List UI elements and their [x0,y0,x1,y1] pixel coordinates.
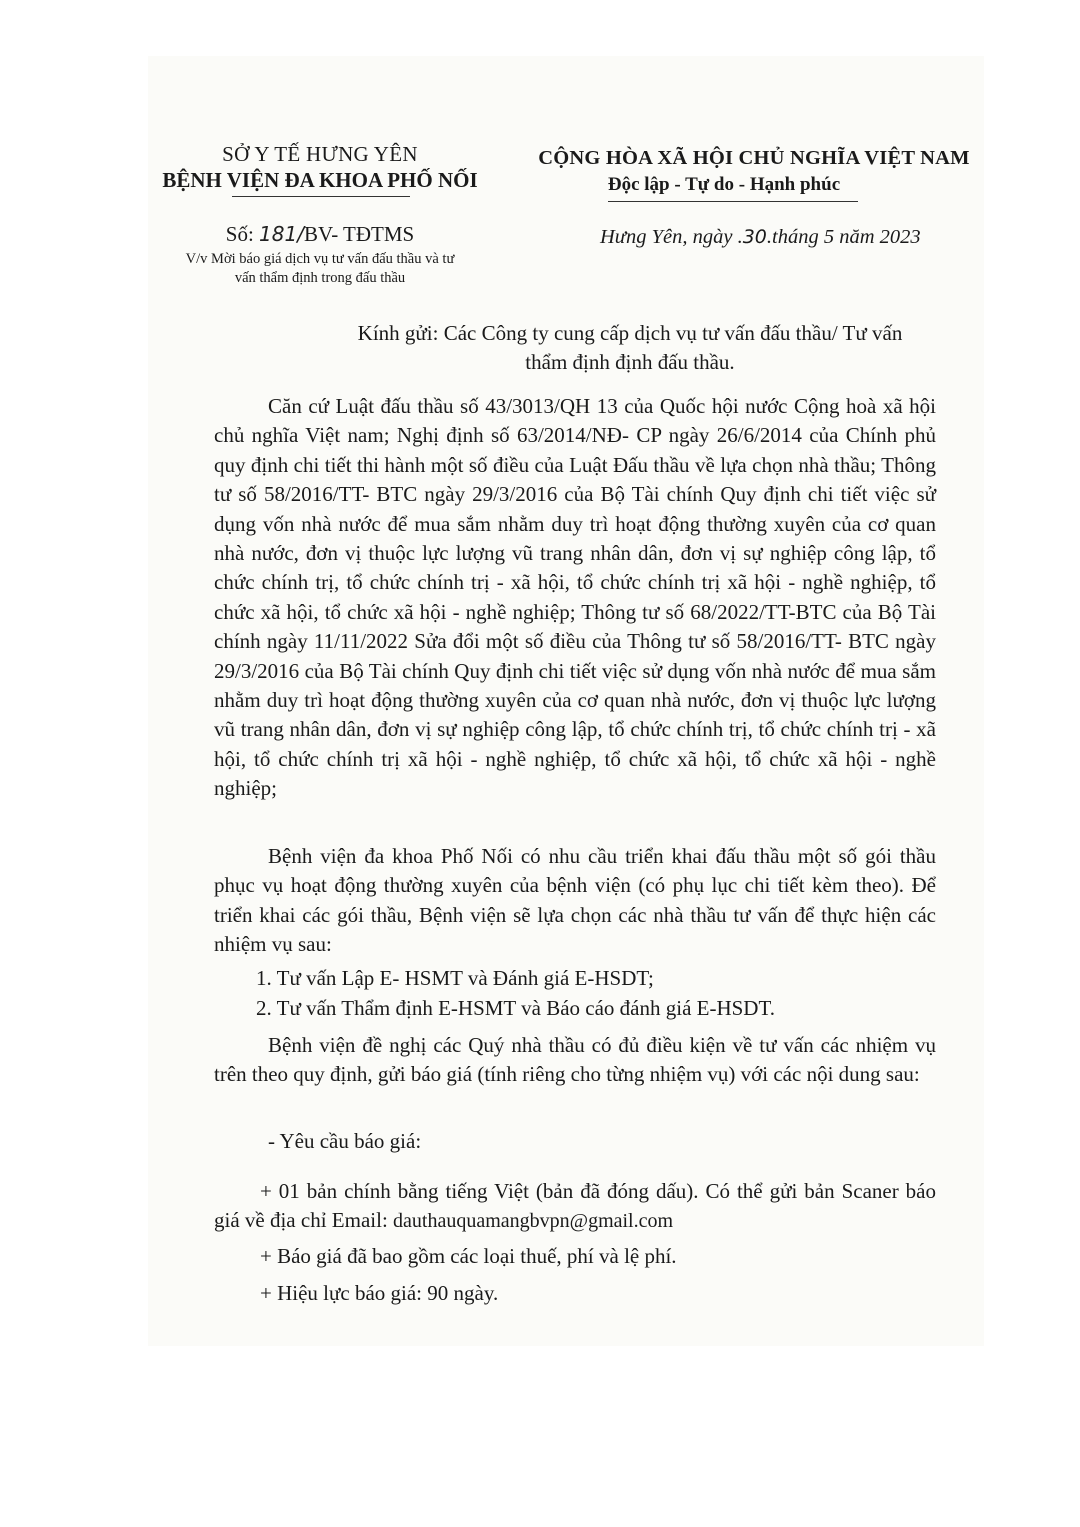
requirement-validity: + Hiệu lực báo giá: 90 ngày. [260,1281,499,1305]
document-number-suffix: BV- TĐTMS [303,222,415,246]
date-prefix: Hưng Yên, ngày . [600,226,743,248]
requirement-taxes: + Báo giá đã bao gồm các loại thuế, phí và lệ phí. [260,1244,677,1268]
organization-name: BỆNH VIỆN ĐA KHOA PHỐ NỐI [162,168,478,192]
date-day-handwritten: 30 [742,226,767,248]
task-item-1: 1. Tư vấn Lập E- HSMT và Đánh giá E-HSDT; [256,966,654,990]
recipient-line-2: thẩm định định đấu thầu. [525,350,735,374]
requirement-original-copy [214,1177,936,1237]
recipient-block [300,319,960,377]
motto-underline [608,201,858,202]
parent-organization: SỞ Y TẾ HƯNG YÊN [222,142,418,166]
subject-line-1: V/v Mời báo giá dịch vụ tư vấn đấu thầu và tư [185,251,455,267]
requirement-original-copy-text: + 01 bản chính bằng tiếng Việt (bản đã đóng dấu). Có thể gửi bản Scaner báo giá về địa chỉ Email: [214,1179,936,1233]
subject-line-2: vấn thẩm định trong đấu thầu [234,270,406,286]
date-suffix: .tháng 5 năm 2023 [766,226,921,248]
organization-underline [232,196,410,197]
legal-basis-paragraph: Căn cứ Luật đấu thầu số 43/3013/QH 13 của Quốc hội nước Cộng hoà xã hội chủ nghĩa Việt nam; Nghị định số 63/2014/NĐ- CP ngày 26/6/2014 của Chính phủ quy định chi tiết thi hành một số điều của Luật Đấu thầu về lựa chọn nhà thầu; Thông tư số 58/2016/TT- BTC ngày 29/3/2016 của Bộ Tài chính Quy định chi tiết việc sử dụng vốn nhà nước để mua sắm nhằm duy trì hoạt động thường xuyên của cơ quan nhà nước, đơn vị thuộc lực lượng vũ trang nhân dân, đơn vị sự nghiệp công lập, tổ chức chính trị, tổ chức chính trị - xã hội, tổ chức chính trị xã hội - nghề nghiệp, tổ chức xã hội, tổ chức xã hội - nghề nghiệp; Thông tư số 68/2022/TT-BTC của Bộ Tài chính ngày 11/11/2022 Sửa đổi một số điều của Thông tư số 58/2016/TT- BTC ngày 29/3/2016 của Bộ Tài chính Quy định chi tiết việc sử dụng vốn nhà nước để mua sắm nhằm duy trì hoạt động thường xuyên của cơ quan nhà nước, đơn vị thuộc lực lượng vũ trang nhân dân, đơn vị sự nghiệp công lập, tổ chức chính trị, tổ chức chính trị - xã hội, tổ chức chính trị xã hội - nghề nghiệp, tổ chức xã hội, tổ chức xã hội - nghề nghiệp; [214,394,936,801]
national-motto: Độc lập - Tự do - Hạnh phúc [607,174,841,195]
document-subject [150,250,490,288]
document-number-prefix: Số: [225,222,260,246]
document-date [600,226,990,249]
requirements-label: - Yêu cầu báo giá: [268,1129,422,1153]
request-paragraph: Bệnh viện đề nghị các Quý nhà thầu có đủ điều kiện về tư vấn các nhiệm vụ trên theo quy định, gửi báo giá (tính riêng cho từng nhiệm vụ) với các nội dung sau: [214,1033,936,1087]
recipient-line-1: Kính gửi: Các Công ty cung cấp dịch vụ tư vấn đấu thầu/ Tư vấn [357,321,903,345]
document-number [150,222,490,247]
needs-paragraph: Bệnh viện đa khoa Phố Nối có nhu cầu triển khai đấu thầu một số gói thầu phục vụ hoạt động thường xuyên của bệnh viện (có phụ lục chi tiết kèm theo). Để triển khai các gói thầu, Bệnh viện sẽ lựa chọn các nhà thầu tư vấn để thực hiện các nhiệm vụ sau: [214,844,936,957]
contact-email: dauthauquamangbvpn@gmail.com [393,1210,674,1233]
task-item-2: 2. Tư vấn Thẩm định E-HSMT và Báo cáo đánh giá E-HSDT. [256,996,775,1020]
nation-title: CỘNG HÒA XÃ HỘI CHỦ NGHĨA VIỆT NAM [538,147,970,169]
document-number-handwritten: 181/ [259,222,304,246]
